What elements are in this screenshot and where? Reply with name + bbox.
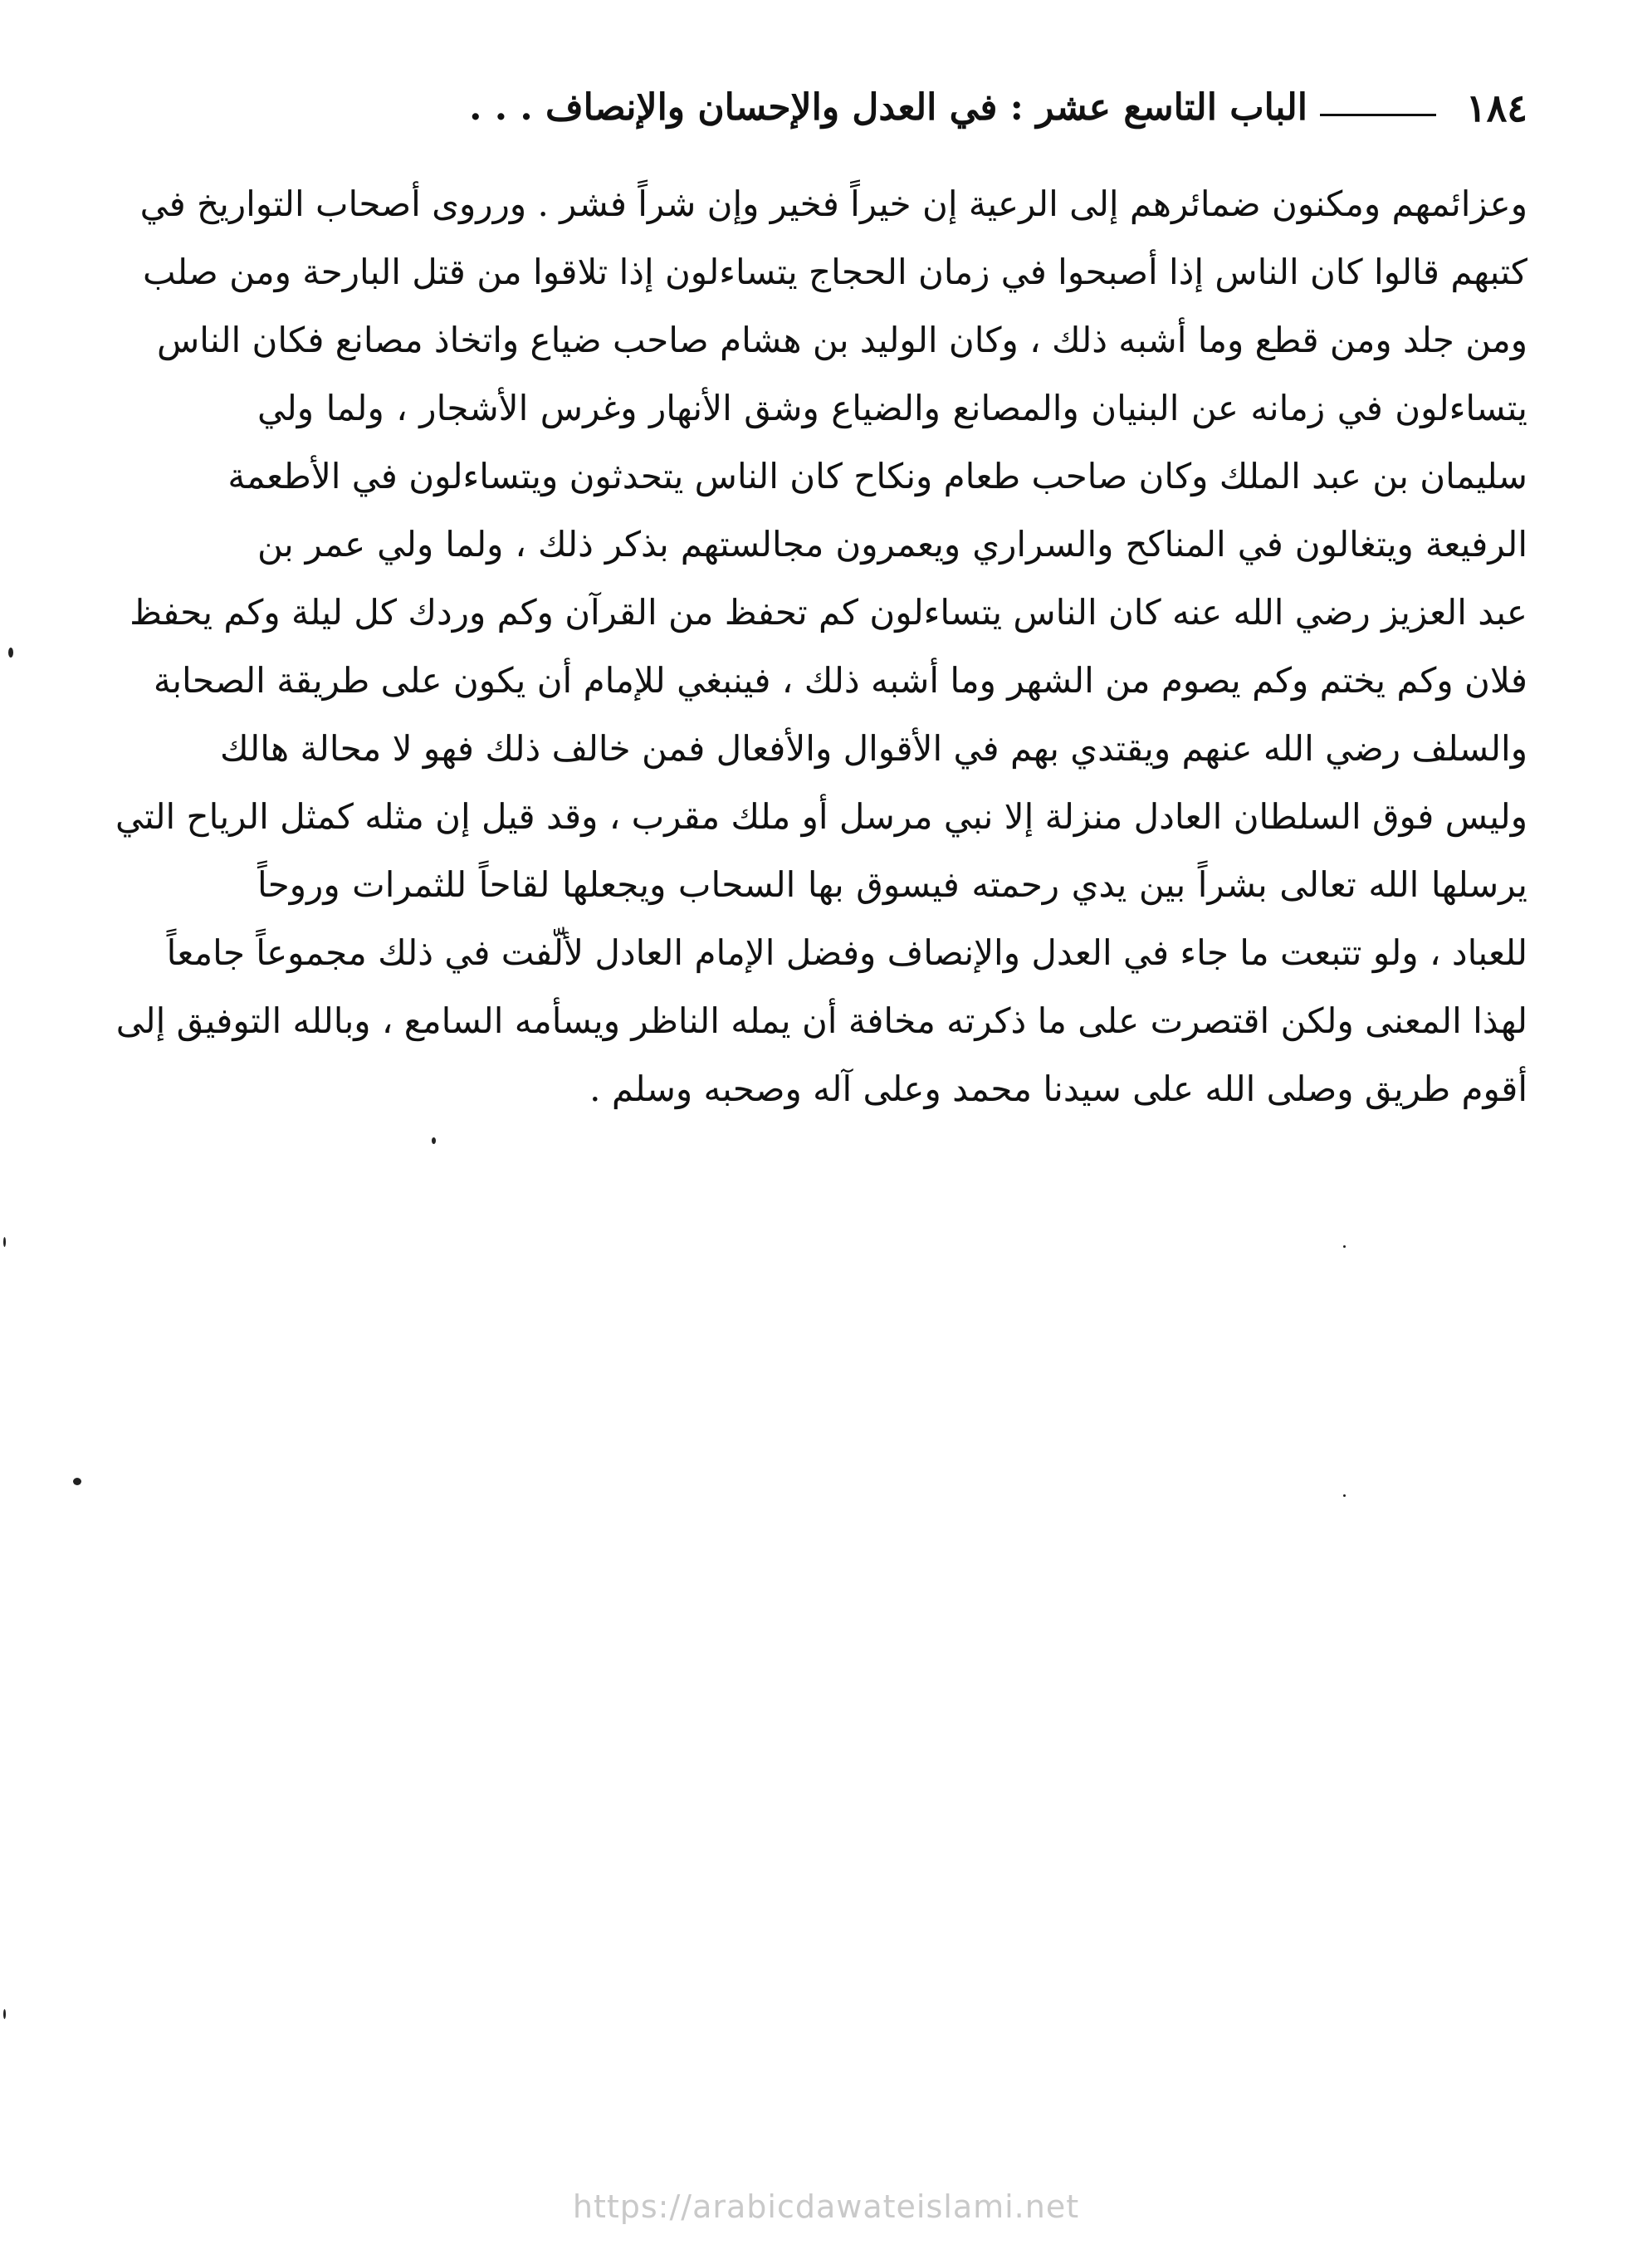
scan-speck: [73, 1478, 81, 1485]
page-number: ١٨٤: [1465, 86, 1527, 130]
page-header: [249, 79, 1527, 137]
text-line: يتساءلون في زمانه عن البنيان والمصانع والضياع وشق الأنهار وغرس الأشجار ، ولما ولي: [257, 388, 1527, 428]
header-rule: [1320, 114, 1436, 116]
watermark-url: https://arabicdawateislami.net: [572, 2188, 1080, 2225]
scan-speck: [3, 1237, 6, 1247]
scan-speck: [1343, 1494, 1346, 1497]
scan-speck: [8, 648, 13, 658]
text-line: والسلف رضي الله عنهم ويقتدي بهم في الأقوال والأفعال فمن خالف ذلك فهو لا محالة هالك: [220, 728, 1527, 769]
text-line: فلان وكم يختم وكم يصوم من الشهر وما أشبه ذلك ، فينبغي للإمام أن يكون على طريقة الصحابة: [153, 660, 1527, 701]
running-title: الباب التاسع عشر : في العدل والإحسان والإنصاف . . .: [469, 86, 1307, 129]
scan-speck: [432, 1137, 436, 1144]
text-line: عبد العزيز رضي الله عنه كان الناس يتساءلون كم تحفظ من القرآن وكم وردك كل ليلة وكم يحفظ: [130, 592, 1527, 633]
text-line: ومن جلد ومن قطع وما أشبه ذلك ، وكان الوليد بن هشام صاحب ضياع واتخاذ مصانع فكان الناس: [156, 320, 1527, 360]
text-line-final: أقوم طريق وصلى الله على سيدنا محمد وعلى آله وصحبه وسلم .: [589, 1068, 1527, 1109]
text-line: الرفيعة ويتغالون في المناكح والسراري ويعمرون مجالستهم بذكر ذلك ، ولما ولي عمر بن: [257, 524, 1527, 565]
scan-speck: [1343, 1245, 1346, 1248]
text-line: وليس فوق السلطان العادل منزلة إلا نبي مرسل أو ملك مقرب ، وقد قيل إن مثله كمثل الرياح التي: [115, 796, 1527, 837]
text-line: وعزائمهم ومكنون ضمائرهم إلى الرعية إن خيراً فخير وإن شراً فشر . ورروى أصحاب التواريخ في: [139, 183, 1527, 224]
body-text: [115, 170, 1527, 1123]
text-line: لهذا المعنى ولكن اقتصرت على ما ذكرته مخافة أن يمله الناظر ويسأمه السامع ، وبالله التوفيق إلى: [115, 1000, 1527, 1041]
text-line: للعباد ، ولو تتبعت ما جاء في العدل والإنصاف وفضل الإمام العادل لألّفت في ذلك مجموعاً جامعاً: [166, 932, 1527, 973]
text-line: كتبهم قالوا كان الناس إذا أصبحوا في زمان الحجاج يتساءلون إذا تلاقوا من قتل البارحة ومن صلب: [142, 252, 1527, 292]
scan-speck: [3, 2009, 6, 2019]
text-line: يرسلها الله تعالى بشراً بين يدي رحمته فيسوق بها السحاب ويجعلها لقاحاً للثمرات وروحاً: [257, 864, 1527, 905]
text-line: سليمان بن عبد الملك وكان صاحب طعام ونكاح كان الناس يتحدثون ويتساءلون في الأطعمة: [227, 456, 1527, 496]
